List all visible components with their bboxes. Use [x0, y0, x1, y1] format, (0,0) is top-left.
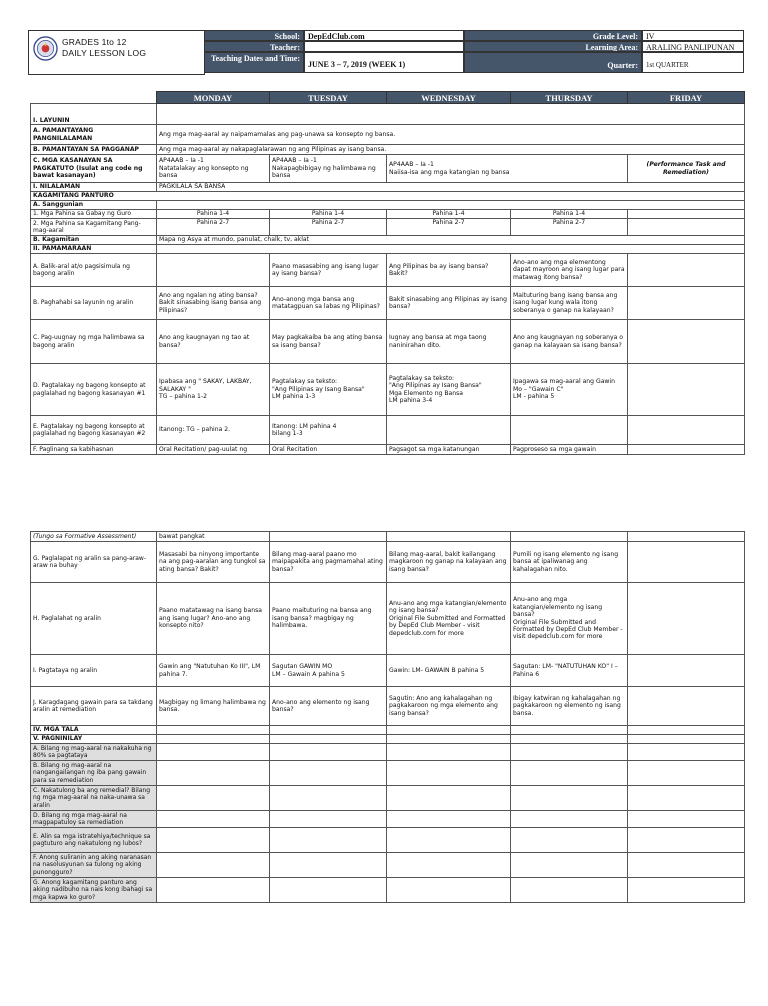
reflection-f-monday [157, 853, 270, 878]
reflection-b-label: B. Bilang ng mag-aaral na nangangailangan ng iba pang gawain para sa remediation [31, 761, 157, 786]
sanggunian-blank [157, 201, 745, 210]
reflection-d-wednesday [387, 811, 511, 828]
day-wednesday: WEDNESDAY [387, 92, 511, 104]
kagamitang-mag-aaral-friday [628, 219, 745, 236]
balik-aral-row [31, 254, 745, 287]
mga-tala-thursday [511, 726, 628, 735]
paghahabi-thursday: Maituturing bang isang bansa ang isang lugar kung wala itong soberanya o ganap na kalayaan? [511, 287, 628, 320]
pagtataya-friday [628, 655, 745, 687]
tungo-tuesday [270, 532, 387, 542]
reflection-b-wednesday [387, 761, 511, 786]
sanggunian-label: A. Sanggunian [31, 201, 157, 210]
balik-aral-friday [628, 254, 745, 287]
nilalaman-value: PAGKILALA SA BANSA [157, 183, 745, 192]
pagtataya-wednesday: Gawin: LM- GAWAIN B pahina 5 [387, 655, 511, 687]
paglinang-tuesday: Oral Recitation [270, 445, 387, 455]
reflection-row-d [31, 811, 745, 828]
karagdagang-gawain-wednesday: Sagutin: Ano ang kahalagahan ng pagkakaroon ng mga elemento ang isang bansa? [387, 687, 511, 726]
pagninilay-monday [157, 735, 270, 744]
day-header-row [31, 92, 745, 104]
kagamitang-panturo-row [31, 192, 745, 201]
pag-uugnay-wednesday: Iugnay ang bansa at mga taong naninirahan dito. [387, 320, 511, 364]
kagamitan-b-label: B. Kagamitan [31, 236, 157, 245]
reflection-d-thursday [511, 811, 628, 828]
kagamitang-panturo-label: KAGAMITANG PANTURO [31, 192, 745, 201]
dates-label: Teaching Dates and Time: [204, 52, 304, 73]
teacher-value [304, 41, 464, 52]
paglalapat-friday [628, 542, 745, 583]
reflection-f-tuesday [270, 853, 387, 878]
reflection-g-monday [157, 878, 270, 903]
header-blank-cell [31, 92, 157, 104]
pagtalakay-2-tuesday: Itanong: LM pahina 4 bilang 1-3 [270, 416, 387, 445]
pagtalakay-2-row [31, 416, 745, 445]
layunin-row [31, 104, 745, 125]
tungo-thursday [511, 532, 628, 542]
reflection-g-friday [628, 878, 745, 903]
pagtalakay-1-label: D. Pagtalakay ng bagong konsepto at paglalahad ng bagong kasanayan #1 [31, 364, 157, 416]
reflection-row-a [31, 744, 745, 761]
reflection-row-b [31, 761, 745, 786]
quarter-label: Quarter: [464, 52, 642, 73]
paglinang-thursday: Pagproseso sa mga gawain [511, 445, 628, 455]
area-label: Learning Area: [464, 41, 642, 52]
karagdagang-gawain-monday: Magbigay ng limang halimbawa ng bansa. [157, 687, 270, 726]
pag-uugnay-thursday: Ano ang kaugnayan ng soberanya o ganap na kalayaan sa isang bansa? [511, 320, 628, 364]
pag-uugnay-monday: Ano ang kaugnayan ng tao at bansa? [157, 320, 270, 364]
paglinang-monday: Oral Recitation/ pag-uulat ng [157, 445, 270, 455]
pagtalakay-1-thursday: Ipagawa sa mag-aaral ang Gawin Mo – "Gawain C" LM - pahina 5 [511, 364, 628, 416]
paglinang-label: F. Paglinang sa kabihasnan [31, 445, 157, 455]
lesson-table-part1 [30, 91, 745, 455]
pagtalakay-2-monday: Itanong: TG – pahina 2. [157, 416, 270, 445]
reflection-row-g [31, 878, 745, 903]
paghahabi-label: B. Paghahabi sa layunin ng aralin [31, 287, 157, 320]
reflection-c-wednesday [387, 786, 511, 811]
reflection-g-wednesday [387, 878, 511, 903]
teacher-label: Teacher: [204, 41, 304, 52]
reflection-e-monday [157, 828, 270, 853]
tungo-row [31, 532, 745, 542]
kasanayan-row [31, 155, 745, 183]
school-value: DepEdClub.com [304, 30, 464, 41]
pamantayang-pangnilalaman-label: A. PAMANTAYANG PANGNILALAMAN [31, 125, 157, 145]
tungo-wednesday [387, 532, 511, 542]
day-friday: FRIDAY [628, 92, 745, 104]
pamantayang-pangnilalaman-value: Ang mga mag-aaral ay naipamamalas ang pag-unawa sa konsepto ng bansa. [157, 125, 745, 145]
paglalahat-monday: Paano matatawag na isang bansa ang isang lugar? Ano-ano ang konsepto nito? [157, 583, 270, 655]
reflection-g-thursday [511, 878, 628, 903]
pagninilay-wednesday [387, 735, 511, 744]
kagamitang-mag-aaral-wednesday: Pahina 2-7 [387, 219, 511, 236]
reflection-f-friday [628, 853, 745, 878]
pag-uugnay-friday [628, 320, 745, 364]
reflection-d-tuesday [270, 811, 387, 828]
paglalapat-monday: Masasabi ba ninyong importante na ang pag-aaralan ang tungkol sa ating bansa? Bakit? [157, 542, 270, 583]
nilalaman-label: I. NILALAMAN [31, 183, 157, 192]
karagdagang-gawain-tuesday: Ano-ano ang elemento ng isang bansa? [270, 687, 387, 726]
layunin-label: I. LAYUNIN [31, 104, 157, 125]
reflection-b-monday [157, 761, 270, 786]
pagninilay-tuesday [270, 735, 387, 744]
reflection-a-wednesday [387, 744, 511, 761]
school-label: School: [204, 30, 304, 41]
karagdagang-gawain-thursday: Ibigay katwiran ng kahalagahan ng pagkakaroon ng elemento ng isang bansa. [511, 687, 628, 726]
reflection-c-friday [628, 786, 745, 811]
pamamaraan-row [31, 245, 745, 254]
reflection-c-thursday [511, 786, 628, 811]
pamamaraan-label: II. PAMAMARAAN [31, 245, 157, 254]
dates-value: JUNE 3 – 7, 2019 (WEEK 1) [304, 52, 464, 73]
reflection-g-tuesday [270, 878, 387, 903]
log-title-line1: GRADES 1to 12 [62, 37, 127, 47]
lesson-table-part2 [30, 531, 745, 903]
grade-label: Grade Level: [464, 30, 642, 41]
paghahabi-row [31, 287, 745, 320]
header-title-box [28, 30, 205, 75]
grade-value: IV [642, 30, 744, 41]
reflection-e-tuesday [270, 828, 387, 853]
pagtalakay-1-tuesday: Pagtalakay sa teksto: "Ang Pilipinas ay Isang Bansa" LM pahina 1-3 [270, 364, 387, 416]
karagdagang-gawain-label: J. Karagdagang gawain para sa takdang aralin at remediation [31, 687, 157, 726]
mga-tala-friday [628, 726, 745, 735]
pagninilay-label: V. PAGNINILAY [31, 735, 157, 744]
paglalapat-wednesday: Bilang mag-aaral, bakit kailangang magkaroon ng ganap na kalayaan ang isang bansa? [387, 542, 511, 583]
reflection-c-monday [157, 786, 270, 811]
gabay-guro-tuesday: Pahina 1-4 [270, 210, 387, 219]
paglalahat-tuesday: Paano maituturing na bansa ang isang bansa? magbigay ng halimbawa. [270, 583, 387, 655]
day-tuesday: TUESDAY [270, 92, 387, 104]
gabay-guro-friday [628, 210, 745, 219]
pagtataya-thursday: Sagutan: LM- "NATUTUHAN KO" I – Pahina 6 [511, 655, 628, 687]
pagtataya-tuesday: Sagutan GAWIN MO LM – Gawain A pahina 5 [270, 655, 387, 687]
mga-tala-label: IV. MGA TALA [31, 726, 157, 735]
reflection-e-thursday [511, 828, 628, 853]
paglalahat-label: H. Paglalahat ng aralin [31, 583, 157, 655]
balik-aral-wednesday: Ang Pilipinas ba ay isang bansa? Bakit? [387, 254, 511, 287]
pagninilay-row [31, 735, 745, 744]
reflection-a-monday [157, 744, 270, 761]
reflection-b-tuesday [270, 761, 387, 786]
pagtataya-label: I. Pagtataya ng aralin [31, 655, 157, 687]
pagtataya-monday: Gawin ang "Natutuhan Ko III", LM pahina 7. [157, 655, 270, 687]
paglinang-wednesday: Pagsagot sa mga katanungan [387, 445, 511, 455]
reflection-row-e [31, 828, 745, 853]
reflection-b-thursday [511, 761, 628, 786]
balik-aral-tuesday: Paano masasabing ang isang lugar ay isang bansa? [270, 254, 387, 287]
paglalapat-row [31, 542, 745, 583]
pagninilay-thursday [511, 735, 628, 744]
mga-tala-row [31, 726, 745, 735]
reflection-a-label: A. Bilang ng mag-aaral na nakakuha ng 80% sa pagtataya [31, 744, 157, 761]
reflection-f-label: F. Anong suliranin ang aking naranasan na nasolusyunan sa tulong ng aking punongguro? [31, 853, 157, 878]
mga-tala-monday [157, 726, 270, 735]
log-title [62, 37, 146, 59]
kagamitang-mag-aaral-monday: Pahina 2-7 [157, 219, 270, 236]
kagamitan-b-row [31, 236, 745, 245]
karagdagang-gawain-row [31, 687, 745, 726]
gabay-guro-row [31, 210, 745, 219]
kagamitang-mag-aaral-thursday: Pahina 2-7 [511, 219, 628, 236]
reflection-g-label: G. Anong kagamitang panturo ang aking nadibuho na nais kong ibahagi sa mga kapwa ko guro? [31, 878, 157, 903]
reflection-row-f [31, 853, 745, 878]
pagtalakay-2-wednesday [387, 416, 511, 445]
pagtalakay-1-row [31, 364, 745, 416]
paghahabi-tuesday: Ano-anong mga bansa ang matatagpuan sa labas ng Pilipinas? [270, 287, 387, 320]
pagninilay-friday [628, 735, 745, 744]
reflection-a-thursday [511, 744, 628, 761]
pamantayan-pagganap-label: B. PAMANTAYAN SA PAGGANAP [31, 145, 157, 155]
tungo-label: (Tungo sa Formative Assessment) [31, 532, 157, 542]
deped-seal-icon [33, 36, 58, 61]
header-grid [204, 30, 744, 73]
pamantayang-pangnilalaman-row [31, 125, 745, 145]
paglalahat-wednesday: Anu-ano ang mga katangian/elemento ng isang bansa? Original File Submitted and Formatted by DepEd Club Member - visit depedclub.com for more [387, 583, 511, 655]
paglalapat-tuesday: Bilang mag-aaral paano mo maipapakita ang pagmamahal ating bansa? [270, 542, 387, 583]
day-thursday: THURSDAY [511, 92, 628, 104]
reflection-a-friday [628, 744, 745, 761]
pagtalakay-2-label: E. Pagtalakay ng bagong konsepto at paglalahad ng bagong kasanayan #2 [31, 416, 157, 445]
kagamitan-b-value: Mapa ng Asya at mundo, panulat, chalk, tv, aklat [157, 236, 745, 245]
paglalapat-label: G. Paglalapat ng aralin sa pang-araw-araw na buhay [31, 542, 157, 583]
quarter-value: 1st QUARTER [642, 52, 744, 73]
paglinang-row [31, 445, 745, 455]
reflection-e-label: E. Alin sa mga istratehiya/technique sa pagtuturo ang nakatulong ng lubos? [31, 828, 157, 853]
kasanayan-friday: (Performance Task and Remediation) [628, 155, 745, 183]
reflection-a-tuesday [270, 744, 387, 761]
gabay-guro-label: 1. Mga Pahina sa Gabay ng Guro [31, 210, 157, 219]
reflection-e-wednesday [387, 828, 511, 853]
mga-tala-wednesday [387, 726, 511, 735]
paglalahat-friday [628, 583, 745, 655]
pag-uugnay-row [31, 320, 745, 364]
paghahabi-friday [628, 287, 745, 320]
area-value: ARALING PANLIPUNAN [642, 41, 744, 52]
balik-aral-thursday: Ano-ano ang mga elementong dapat mayroon ang isang lugar para matawag itong bansa? [511, 254, 628, 287]
kasanayan-monday: AP4AAB – Ia -1 Natatalakay ang konsepto ng bansa [157, 155, 270, 183]
pag-uugnay-tuesday: May pagkakaiba ba ang ating bansa sa isang bansa? [270, 320, 387, 364]
pagtalakay-2-thursday [511, 416, 628, 445]
kasanayan-label: C. MGA KASANAYAN SA PAGKATUTO (Isulat ang code ng bawat kasanayan) [31, 155, 157, 183]
reflection-f-thursday [511, 853, 628, 878]
sanggunian-row [31, 201, 745, 210]
balik-aral-label: A. Balik-aral at/o pagsisimula ng bagong aralin [31, 254, 157, 287]
kagamitang-mag-aaral-tuesday: Pahina 2-7 [270, 219, 387, 236]
paglalapat-thursday: Pumili ng isang elemento ng isang bansa at ipaliwanag ang kahalagahan nito. [511, 542, 628, 583]
day-monday: MONDAY [157, 92, 270, 104]
reflection-c-label: C. Nakatulong ba ang remedial? Bilang ng mga mag-aaral na naka-unawa sa aralin [31, 786, 157, 811]
kagamitang-mag-aaral-label: 2. Mga Pahina sa Kagamitang Pang-mag-aaral [31, 219, 157, 236]
header [28, 30, 744, 75]
paglalahat-row [31, 583, 745, 655]
karagdagang-gawain-friday [628, 687, 745, 726]
pamantayan-pagganap-value: Ang mga mag-aaral ay nakapaglalarawan ng ang Pilipinas ay isang bansa. [157, 145, 745, 155]
pagtalakay-1-friday [628, 364, 745, 416]
tungo-friday [628, 532, 745, 542]
balik-aral-monday [157, 254, 270, 287]
reflection-c-tuesday [270, 786, 387, 811]
reflection-row-c [31, 786, 745, 811]
reflection-e-friday [628, 828, 745, 853]
reflection-d-label: D. Bilang ng mga mag-aaral na magpapatuloy sa remediation [31, 811, 157, 828]
paglinang-friday [628, 445, 745, 455]
reflection-d-monday [157, 811, 270, 828]
gabay-guro-monday: Pahina 1-4 [157, 210, 270, 219]
kasanayan-wednesday-thursday: AP4AAB – Ia -1 Naiisa-isa ang mga katangian ng bansa [387, 155, 628, 183]
reflection-d-friday [628, 811, 745, 828]
pag-uugnay-label: C. Pag-uugnay ng mga halimbawa sa bagong aralin [31, 320, 157, 364]
pamamaraan-blank [157, 245, 745, 254]
reflection-f-wednesday [387, 853, 511, 878]
gabay-guro-thursday: Pahina 1-4 [511, 210, 628, 219]
pamantayan-pagganap-row [31, 145, 745, 155]
pagtalakay-1-monday: Ipabasa ang " SAKAY, LAKBAY, SALAKAY " TG – pahina 1-2 [157, 364, 270, 416]
log-title-line2: DAILY LESSON LOG [62, 48, 147, 58]
kagamitang-mag-aaral-row [31, 219, 745, 236]
pagtataya-row [31, 655, 745, 687]
layunin-blank [157, 104, 745, 125]
mga-tala-tuesday [270, 726, 387, 735]
nilalaman-row [31, 183, 745, 192]
pagtalakay-1-wednesday: Pagtalakay sa teksto: "Ang Pilipinas ay Isang Bansa" Mga Elemento ng Bansa LM pahina 3-4 [387, 364, 511, 416]
paglalahat-thursday: Anu-ano ang mga katangian/elemento ng isang bansa? Original File Submitted and Formatted by DepEd Club Member - visit depedclub.com for more [511, 583, 628, 655]
kasanayan-tuesday: AP4AAB – Ia -1 Nakapagbibigay ng halimbawa ng bansa [270, 155, 387, 183]
gabay-guro-wednesday: Pahina 1-4 [387, 210, 511, 219]
reflection-b-friday [628, 761, 745, 786]
pagtalakay-2-friday [628, 416, 745, 445]
paghahabi-wednesday: Bakit sinasabing ang Pilipinas ay isang bansa? [387, 287, 511, 320]
paghahabi-monday: Ano ang ngalan ng ating bansa? Bakit sinasabing isang bansa ang Pilipinas? [157, 287, 270, 320]
tungo-monday: bawat pangkat [157, 532, 270, 542]
